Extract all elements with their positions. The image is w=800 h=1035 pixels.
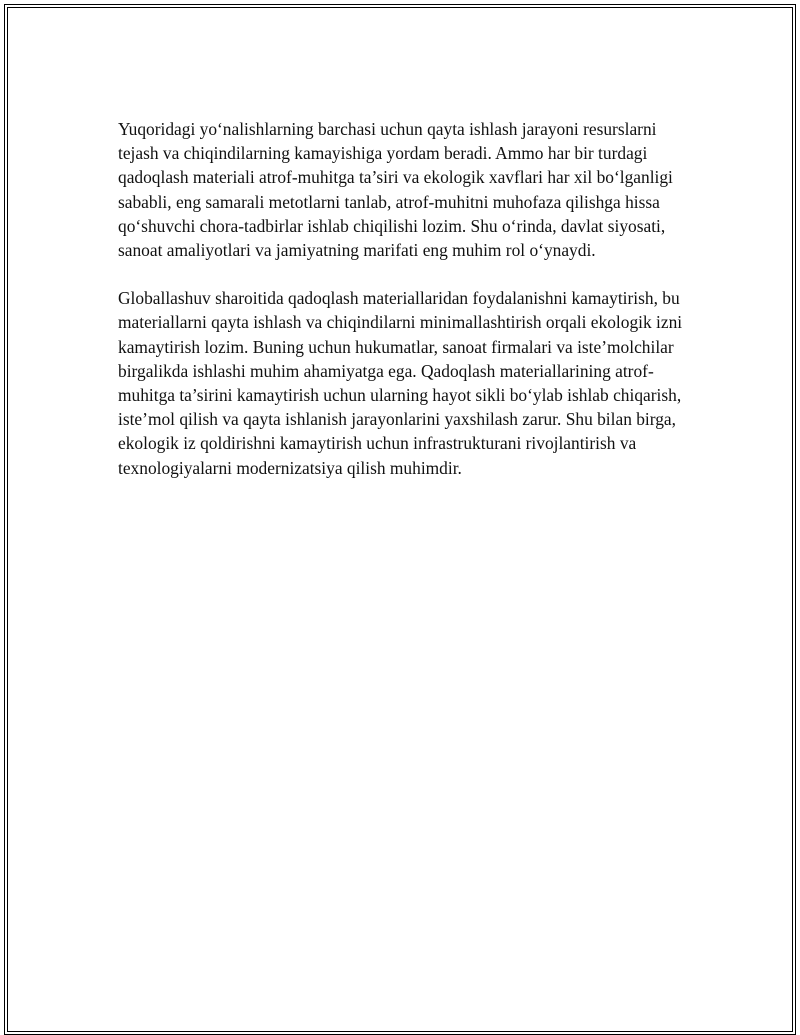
- paragraph-1: Yuqoridagi yo‘nalishlarning barchasi uchun qayta ishlash jarayoni resurslarni tejash va chiqindilarning kamayishiga yordam beradi. Ammo har bir turdagi qadoqlash materiali atrof-muhitga ta’siri va ekologik xavflari har xil bo‘lganligi sababli, eng samarali metotlarni tanlab, atrof-muhitni muhofaza qilishga hissa qo‘shuvchi chora-tadbirlar ishlab chiqilishi lozim. Shu o‘rinda, davlat siyosati, sanoat amaliyotlari va jamiyatning marifati eng muhim rol o‘ynaydi.: [118, 119, 673, 261]
- paragraph-2: Globallashuv sharoitida qadoqlash materiallaridan foydalanishni kamaytirish, bu materiallarni qayta ishlash va chiqindilarni minimallashtirish orqali ekologik izni kamaytirish lozim. Buning uchun hukumatlar, sanoat firmalari va iste’molchilar birgalikda ishlashi muhim ahamiyatga ega. Qadoqlash materiallarining atrof-muhitga ta’sirini kamaytirish uchun ularning hayot sikli bo‘ylab ishlab chiqarish, iste’mol qilish va qayta ishlanish jarayonlarini yaxshilash zarur. Shu bilan birga, ekologik iz qoldirishni kamaytirish uchun infrastrukturani rivojlantirish va texnologiyalarni modernizatsiya qilish muhimdir.: [118, 288, 683, 478]
- document-body: [118, 117, 688, 480]
